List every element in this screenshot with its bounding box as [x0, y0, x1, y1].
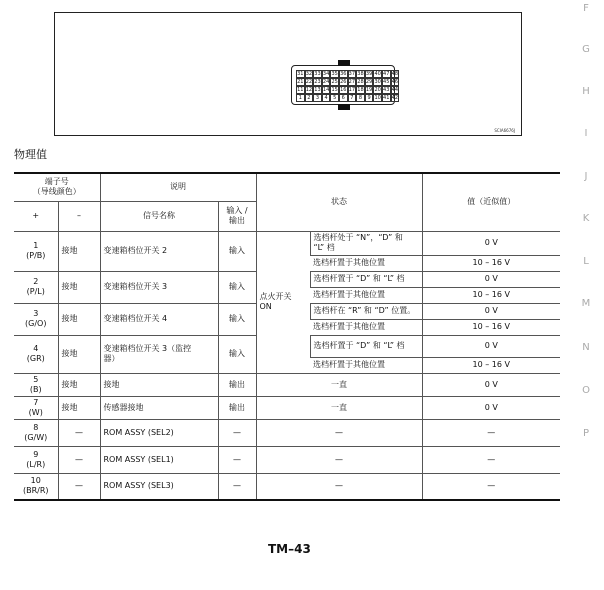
value-cell: 0 V — [422, 335, 560, 357]
condition-detail: 选档杆置于 “D” 和 “L” 档 — [310, 335, 422, 357]
side-index-letter: N — [582, 342, 590, 353]
table-body — [14, 231, 560, 500]
connector-pin: 8 — [356, 94, 365, 102]
io-type: — — [218, 419, 256, 446]
connector-pin: 44 — [391, 87, 399, 93]
connector-pin: 38 — [357, 71, 364, 77]
section-title: 物理值 — [14, 148, 47, 161]
pin-row — [296, 86, 399, 94]
connector-diagram — [291, 65, 399, 105]
connector-pin: 48 — [391, 71, 399, 77]
connector-pin: 18 — [357, 87, 364, 93]
io-type: 输出 — [218, 396, 256, 419]
connector-pin: 7 — [348, 94, 357, 102]
condition-detail: 选档杆置于其他位置 — [310, 319, 422, 335]
side-index-letter: H — [582, 86, 590, 97]
side-index-letter: P — [582, 428, 590, 439]
connector-pin: 9 — [365, 94, 374, 102]
pin-row — [296, 70, 399, 78]
connector-pin: 15 — [331, 87, 338, 93]
signal-name: 变速箱档位开关 3（监控 器） — [100, 335, 218, 373]
condition-detail: 选档杆置于其他位置 — [310, 287, 422, 303]
signal-name: 接地 — [100, 373, 218, 396]
io-type: 输出 — [218, 373, 256, 396]
side-index-letter: K — [582, 213, 590, 224]
connector-pin: 41 — [383, 95, 390, 101]
connector-pin: 25 — [331, 79, 338, 85]
condition-detail: 选档杆置于其他位置 — [310, 255, 422, 271]
connector-pin: 45 — [383, 79, 390, 85]
terminal-plus: 1 (P/B) — [14, 231, 58, 271]
value-cell: 0 V — [422, 271, 560, 287]
value-cell: 0 V — [422, 373, 560, 396]
connector-pin: 27 — [348, 79, 356, 85]
side-index-letter: F — [583, 3, 589, 14]
connector-pin: 3 — [313, 94, 322, 102]
signal-name: 变速箱档位开关 3 — [100, 271, 218, 303]
terminal-plus: 4 (GR) — [14, 335, 58, 373]
connector-pin: 31 — [297, 71, 304, 77]
value-cell: — — [422, 419, 560, 446]
terminal-minus: 接地 — [58, 335, 100, 373]
connector-pin: 10 — [374, 95, 381, 101]
connector-pin-grid — [296, 70, 399, 102]
value-cell: 0 V — [422, 396, 560, 419]
pin-row — [296, 78, 399, 86]
side-index-letter: G — [582, 44, 590, 55]
side-index-letter: L — [583, 256, 589, 267]
condition-detail: 选档杆处于 “N”，“D” 和 “L” 档 — [310, 231, 422, 255]
connector-pin: 28 — [357, 79, 364, 85]
signal-name: 变速箱档位开关 4 — [100, 303, 218, 335]
condition-detail: 选档杆置于其他位置 — [310, 357, 422, 373]
value-cell: — — [422, 473, 560, 500]
header-signal-name: 信号名称 — [100, 201, 218, 231]
value-cell: 0 V — [422, 231, 560, 255]
connector-pin: 12 — [305, 87, 313, 93]
terminal-minus: 接地 — [58, 396, 100, 419]
connector-pin: 23 — [314, 79, 321, 85]
io-type: 输入 — [218, 271, 256, 303]
connector-pin: 29 — [365, 79, 373, 85]
connector-pin: 39 — [365, 71, 373, 77]
terminal-plus: 2 (P/L) — [14, 271, 58, 303]
connector-pin: 42 — [391, 95, 399, 101]
table-row — [14, 419, 560, 446]
signal-name: ROM ASSY (SEL3) — [100, 473, 218, 500]
condition-detail: — — [256, 419, 422, 446]
io-type: — — [218, 473, 256, 500]
connector-pin: 30 — [374, 79, 381, 85]
header-terminal: 端子号 （导线颜色） — [14, 173, 100, 201]
header-condition: 状态 — [256, 173, 422, 231]
io-type: 输入 — [218, 335, 256, 373]
table-row — [14, 231, 560, 255]
connector-pin: 36 — [340, 71, 347, 77]
connector-pin: 47 — [383, 71, 390, 77]
side-index-letter: J — [584, 171, 588, 182]
terminal-minus: — — [58, 419, 100, 446]
header-minus: – — [58, 201, 100, 231]
condition-detail: 一直 — [256, 373, 422, 396]
signal-name: ROM ASSY (SEL2) — [100, 419, 218, 446]
connector-pin: 34 — [322, 71, 330, 77]
connector-pin: 24 — [322, 79, 330, 85]
condition-detail: — — [256, 446, 422, 473]
value-cell: 10 – 16 V — [422, 357, 560, 373]
table-row — [14, 473, 560, 500]
value-cell: 10 – 16 V — [422, 255, 560, 271]
side-index-letter: I — [584, 128, 588, 139]
ignition-condition: 点火开关 ON — [256, 231, 310, 373]
signal-name: 变速箱档位开关 2 — [100, 231, 218, 271]
connector-pin: 37 — [348, 71, 356, 77]
connector-pin: 40 — [374, 71, 381, 77]
table-row — [14, 446, 560, 473]
terminal-plus: 3 (G/O) — [14, 303, 58, 335]
signal-name: ROM ASSY (SEL1) — [100, 446, 218, 473]
header-description: 说明 — [100, 173, 256, 201]
signal-name: 传感器接地 — [100, 396, 218, 419]
table-row — [14, 373, 560, 396]
side-index-letter: M — [581, 298, 591, 309]
terminal-minus: 接地 — [58, 373, 100, 396]
terminal-minus: — — [58, 473, 100, 500]
connector-latch-top — [338, 60, 350, 66]
connector-pin: 5 — [330, 94, 339, 102]
header-value: 值（近似值） — [422, 173, 560, 231]
terminal-minus: — — [58, 446, 100, 473]
terminal-plus: 7 (W) — [14, 396, 58, 419]
header-io: 输入 / 输出 — [218, 201, 256, 231]
connector-pin: 6 — [339, 94, 348, 102]
terminal-minus: 接地 — [58, 231, 100, 271]
value-cell: 10 – 16 V — [422, 287, 560, 303]
connector-pin: 43 — [383, 87, 390, 93]
connector-pin: 46 — [391, 79, 399, 85]
condition-detail: 选档杆置于 “D” 和 “L” 档 — [310, 271, 422, 287]
connector-pin: 20 — [374, 87, 381, 93]
value-cell: — — [422, 446, 560, 473]
connector-pin: 17 — [348, 87, 356, 93]
connector-pin: 22 — [305, 79, 313, 85]
connector-pin: 19 — [365, 87, 373, 93]
side-index-letter: O — [582, 385, 590, 396]
io-type: 输入 — [218, 303, 256, 335]
connector-figure — [54, 12, 522, 136]
connector-latch-bottom — [338, 104, 350, 110]
terminal-plus: 8 (G/W) — [14, 419, 58, 446]
header-plus: + — [14, 201, 58, 231]
connector-pin: 2 — [305, 94, 314, 102]
condition-detail: 一直 — [256, 396, 422, 419]
connector-pin: 14 — [322, 87, 330, 93]
terminal-plus: 5 (B) — [14, 373, 58, 396]
value-cell: 10 – 16 V — [422, 319, 560, 335]
condition-detail: — — [256, 473, 422, 500]
terminal-minus: 接地 — [58, 271, 100, 303]
connector-pin: 33 — [314, 71, 321, 77]
value-cell: 0 V — [422, 303, 560, 319]
connector-pin: 35 — [331, 71, 338, 77]
terminal-minus: 接地 — [58, 303, 100, 335]
io-type: — — [218, 446, 256, 473]
figure-code: SCIA6676J — [494, 128, 515, 133]
table-row — [14, 396, 560, 419]
io-type: 输入 — [218, 231, 256, 271]
connector-pin: 4 — [322, 94, 331, 102]
connector-pin: 1 — [296, 94, 305, 102]
connector-pin: 13 — [314, 87, 321, 93]
physical-values-table — [14, 172, 560, 501]
connector-pin: 16 — [340, 87, 347, 93]
connector-pin: 32 — [305, 71, 313, 77]
terminal-plus: 10 (BR/R) — [14, 473, 58, 500]
connector-pin: 26 — [340, 79, 347, 85]
terminal-plus: 9 (L/R) — [14, 446, 58, 473]
page-number: TM–43 — [268, 542, 311, 556]
connector-pin: 21 — [297, 79, 304, 85]
connector-pin: 11 — [297, 87, 304, 93]
pin-row — [296, 94, 399, 102]
condition-detail: 选档杆在 “R” 和 “D” 位置。 — [310, 303, 422, 319]
